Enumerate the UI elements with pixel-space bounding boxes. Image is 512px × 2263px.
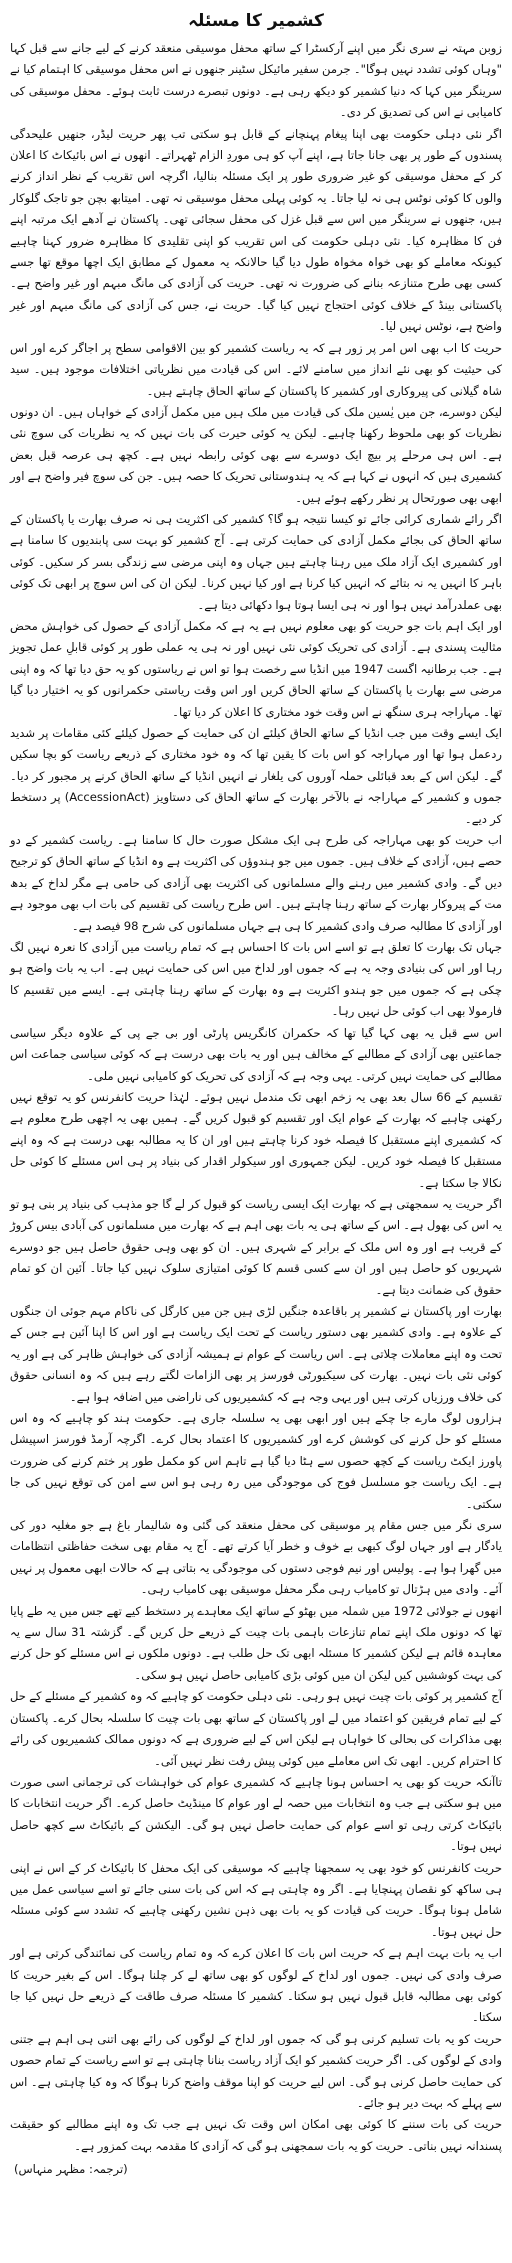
article-paragraph: جہاں تک بھارت کا تعلق ہے تو اسے اس بات کا احساس ہے کہ تمام ریاست میں آزادی کا نعرہ نہیں لگ رہا اور اس کی بنیادی وجہ یہ ہے کہ جموں اور لداخ میں اس کی حمایت نہیں ہے۔ اب یہ بات واضح ہو چکی ہے کہ جموں میں جو ہندو اکثریت ہے وہ بھارت کے ساتھ رہنا چاہتی ہے۔ ایسے میں تقسیم کا فارمولا بھی اب کوئی حل نہیں رہا۔ — [10, 940, 502, 1019]
article-paragraph: سری نگر میں جس مقام پر موسیقی کی محفل منعقد کی گئی وہ شالیمار باغ ہے جو مغلیہ دور کی یادگار ہے اور جہاں لوگ کبھی بے خوف و خطر آیا کرتے تھے۔ آج یہ مقام بھی سخت حفاظتی انتظامات میں گھرا ہوا ہے۔ پولیس اور نیم فوجی دستوں کی موجودگی یہ بتاتی ہے کہ حالات ابھی معمول پر نہیں آئے۔ وادی میں ہڑتال تو کامیاب رہی مگر محفل موسیقی بھی کامیاب رہی۔ — [10, 1518, 502, 1597]
article-paragraph: ایک ایسے وقت میں جب انڈیا کے ساتھ الحاق کیلئے ان کی حمایت کے حصول کیلئے کئی مقامات پر شدید ردعمل ہوا تھا اور مہاراجہ کو اس بات کا یقین تھا کہ وہ خود مختاری کے ذریعے ریاست کو بچا سکیں گے۔ لیکن اس کے بعد قبائلی حملہ آوروں کی یلغار نے انہیں انڈیا کے ساتھ الحاق کرنے پر مجبور کر دیا۔ جموں و کشمیر کے مہاراجہ نے بالآخر بھارت کے ساتھ الحاق کی دستاویز (AccessionAct) پر دستخط کر دیے۔ — [10, 726, 502, 826]
article-paragraph: بھارت اور پاکستان نے کشمیر پر باقاعدہ جنگیں لڑی ہیں جن میں کارگل کی ناکام مہم جوئی ان جنگوں کے علاوہ ہے۔ وادی کشمیر بھی دستور ریاست کے تحت ایک ریاست ہے اور اس کا اپنا آئین ہے جس کے تحت وہ اپنے معاملات چلاتی ہے۔ اس ریاست کے عوام نے ہمیشہ آزادی کی خواہش ظاہر کی ہے اور یہ کوئی نئی بات نہیں۔ بھارت کی سیکیورٹی فورسز پر بھی الزامات لگتے رہے ہیں کہ وہ انسانی حقوق کی خلاف ورزیاں کرتی ہیں اور یہی وجہ ہے کہ کشمیریوں کی ناراضی میں اضافہ ہوا ہے۔ — [10, 1303, 502, 1404]
article-paragraph: تقسیم کے 66 سال بعد بھی یہ زخم ابھی تک مندمل نہیں ہوئے۔ لہٰذا حریت کانفرنس کو یہ توقع نہیں رکھنی چاہیے کہ بھارت کے عوام ایک اور تقسیم کو قبول کریں گے۔ ہمیں بھی یہ اچھی طرح معلوم ہے کہ کشمیری اپنے مستقبل کا فیصلہ خود کرنا چاہتے ہیں اور ان کا یہ مطالبہ بھی درست ہے کہ وہ اپنے مستقبل کا فیصلہ خود کریں۔ لیکن جمہوری اور سیکولر اقدار کی بنیاد پر ہی اس مسئلے کا کوئی حل نکالا جا سکتا ہے۔ — [10, 1089, 502, 1190]
article-paragraph: زوبن مہتہ نے سری نگر میں اپنے آرکسٹرا کے ساتھ محفل موسیقی منعقد کرنے کے لیے جانے سے قبل کہا "وہاں کوئی تشدد نہیں ہوگا"۔ جرمن سفیر مائیکل سٹینر جنھوں نے اس محفل موسیقی کا اہتمام کیا نے سرینگر میں کہا کہ دنیا کشمیر کو دیکھ رہی ہے۔ دونوں تبصرے درست ثابت ہوئے۔ محفل موسیقی کی کامیابی نے اس کی تصدیق کر دی۔ — [10, 41, 502, 120]
article-paragraph: انھوں نے جولائی 1972 میں شملہ میں بھٹو کے ساتھ ایک معاہدے پر دستخط کیے تھے جس میں یہ طے پایا تھا کہ دونوں ملک اپنے تمام تنازعات باہمی بات چیت کے ذریعے حل کریں گے۔ گزشتہ 31 سال سے یہ معاہدہ قائم ہے لیکن کشمیر کا مسئلہ ابھی تک حل طلب ہے۔ دونوں ملکوں نے اس مسئلے کو حل کرنے کی بہت کوششیں کیں لیکن ان میں کوئی بڑی کامیابی حاصل نہیں ہو سکی۔ — [10, 1603, 502, 1682]
article-paragraph: لیکن دوسرے، جن میں یٰسین ملک کی قیادت میں ملک ہیں میں مکمل آزادی کے خواہاں ہیں۔ ان دونوں نظریات کو بھی ملحوظ رکھنا چاہیے۔ لیکن یہ کوئی حیرت کی بات نہیں کہ یہ نظریات کی سوچ نئی ہے۔ اس ہی مرحلے پر بیچ ایک دوسرے سے بھی کوئی رابطہ نہیں ہے۔ کچھ ہی عرصہ قبل بعض کشمیری ہیں کہ انہوں نے کہا ہے کہ یہ ہندوستانی تحریک کا حصہ ہیں۔ جن کی سوچ فیر واضح ہے اور ابھی بھی صورتحال پر نظر رکھے ہوئے ہیں۔ — [10, 404, 502, 505]
article-paragraph: اب حریت کو بھی مہاراجہ کی طرح ہی ایک مشکل صورت حال کا سامنا ہے۔ ریاست کشمیر کے دو حصے ہیں، آزادی کے خلاف ہیں۔ جموں میں جو ہندوؤں کی اکثریت ہے وہ انڈیا کے ساتھ الحاق کو ترجیح دیں گے۔ وادی کشمیر میں رہنے والے مسلمانوں کی اکثریت بھی آزادی کی حامی ہے مگر لداخ کے بدھ مت کے پیروکار بھارت کے ساتھ رہنا چاہتے ہیں۔ اس طرح ریاست کی تقسیم کی بات اب بھی موجود ہے اور آزادی کا مطالبہ صرف وادی کشمیر کا ہی ہے جہاں مسلمانوں کی شرح 98 فیصد ہے۔ — [10, 833, 502, 933]
article-paragraph: حریت کو یہ بات تسلیم کرنی ہو گی کہ جموں اور لداخ کے لوگوں کی رائے بھی اتنی ہی اہم ہے جتنی وادی کے لوگوں کی۔ اگر حریت کشمیر کو ایک آزاد ریاست بنانا چاہتی ہے تو اسے ریاست کے تمام حصوں کی حمایت حاصل کرنی ہو گی۔ اس لیے حریت کو اپنا موقف واضح کرنا ہوگا کہ وہ کیا چاہتی ہے۔ اس سے پہلے کہ بہت دیر ہو جائے۔ — [10, 2031, 502, 2110]
article-paragraph: اس سے قبل یہ بھی کہا گیا تھا کہ حکمران کانگریس پارٹی اور بی جے پی کے علاوہ دیگر سیاسی جماعتیں بھی آزادی کے مطالبے کے مخالف ہیں اور یہ بات بھی درست ہے کہ کوئی سیاسی جماعت اس مطالبے کی حمایت نہیں کرتی۔ یہی وجہ ہے کہ آزادی کی تحریک کو کامیابی نہیں ملی۔ — [10, 1025, 502, 1083]
translator-credit: (ترجمہ: مظہر منہاس) — [14, 2162, 128, 2177]
article-paragraph: حریت کی بات سننے کا کوئی بھی امکان اس وقت تک نہیں ہے جب تک وہ اپنے مطالبے کو حقیقت پسندانہ نہیں بناتی۔ حریت کو یہ بات سمجھنی ہو گی کہ آزادی کا مقدمہ بہت کمزور ہے۔ — [10, 2117, 502, 2153]
article-paragraph: ہزاروں لوگ مارے جا چکے ہیں اور ابھی بھی یہ سلسلہ جاری ہے۔ حکومت ہند کو چاہیے کہ وہ اس مسئلے کو حل کرنے کی کوشش کرے اور کشمیریوں کا اعتماد بحال کرے۔ اگرچہ آرمڈ فورسز اسپیشل پاورز ایکٹ ریاست کے کچھ حصوں سے ہٹا دیا گیا ہے تاہم اس کو مکمل طور پر ختم کرنے کی ضرورت ہے۔ ایک ریاست جو مسلسل فوج کی موجودگی میں رہ رہی ہو اس سے امن کی توقع نہیں کی جا سکتی۔ — [10, 1411, 502, 1511]
article-paragraph: اب یہ بات بہت اہم ہے کہ حریت اس بات کا اعلان کرے کہ وہ تمام ریاست کی نمائندگی کرتی ہے اور صرف وادی کی نہیں۔ جموں اور لداخ کے لوگوں کو بھی ساتھ لے کر چلنا ہوگا۔ اس کے بغیر حریت کا کوئی بھی مطالبہ قابل قبول نہیں ہو سکتا۔ کشمیر کا مسئلہ صرف طاقت کے ذریعے حل نہیں کیا جا سکتا۔ — [10, 1946, 502, 2025]
article-paragraph: آج کشمیر پر کوئی بات چیت نہیں ہو رہی۔ نئی دہلی حکومت کو چاہیے کہ وہ کشمیر کے مسئلے کے حل کے لیے تمام فریقین کو اعتماد میں لے اور پاکستان کے ساتھ بھی بات چیت کا سلسلہ بحال کرے۔ پاکستان بھی مذاکرات کی بحالی کا خواہاں ہے لیکن اس کے لیے ضروری ہے کہ دونوں ممالک کشمیریوں کی رائے کا احترام کریں۔ ابھی تک اس معاملے میں کوئی پیش رفت نظر نہیں آئی۔ — [10, 1689, 502, 1768]
article-paragraph: تاآنکہ حریت کو بھی یہ احساس ہونا چاہیے کہ کشمیری عوام کی خواہشات کی ترجمانی اسی صورت میں ہو سکتی ہے جب وہ انتخابات میں حصہ لے اور عوام کا مینڈیٹ حاصل کرے۔ اگر حریت انتخابات کا بائیکاٹ کرتی رہی تو اسے عوام کی حمایت حاصل نہیں ہو گی۔ الیکشن کے بائیکاٹ سے کچھ حاصل نہیں ہوتا۔ — [10, 1774, 502, 1854]
article-paragraph: حریت کا اب بھی اس امر پر زور ہے کہ یہ ریاست کشمیر کو بین الاقوامی سطح پر اجاگر کرے اور اس کی حیثیت کو بھی نئے انداز میں سامنے لائے۔ اس کی قیادت میں نظریاتی اختلافات موجود ہیں۔ سید شاہ گیلانی کی پیروکاری اور کشمیر کا پاکستان کے ساتھ الحاق چاہتے ہیں۔ — [10, 340, 502, 398]
article-paragraph: حریت کانفرنس کو خود بھی یہ سمجھنا چاہیے کہ موسیقی کی ایک محفل کا بائیکاٹ کر کے اس نے اپنی ہی ساکھ کو نقصان پہنچایا ہے۔ اگر وہ چاہتی ہے کہ اس کی بات سنی جائے تو اسے سیاسی عمل میں شامل ہونا ہوگا۔ حریت کی قیادت کو یہ بات بھی ذہن نشین رکھنی چاہیے کہ تشدد سے کوئی مسئلہ حل نہیں ہوتا۔ — [10, 1860, 502, 1939]
article-paragraph: اگر نئی دہلی حکومت بھی اپنا پیغام پہنچانے کے قابل ہو سکتی تب پھر حریت لیڈر، جنھیں علیحدگی پسندوں کے طور پر بھی جانا جاتا ہے، اپنے آپ کو ہی موردِ الزام ٹھہراتے۔ انھوں نے اس بائیکاٹ کا اعلان کر کے محفل موسیقی کو غیر ضروری طور پر ایک مسئلہ بنالیا، اگرچہ اس تقریب کے نظر انداز کرنے والوں کا کوئی نوٹس ہی نہ لیا جاتا۔ یہ کوئی پہلی محفل موسیقی نہ تھی۔ امیتابھ بچن جو تاجک گلوکار ہیں، جنھوں نے سرینگر میں اس سے قبل غزل کی محفل سجائی تھی۔ پاکستان نے آدھے ایک مرتبہ اپنے فن کا مظاہرہ کیا۔ نئی دہلی حکومت کی اس تقریب کو اپنی تقلیدی کا مظاہرہ ضرور کہنا چاہیے کیونکہ معاملے کو بھی خواہ مخواہ طول دیا گیا حالانکہ یہ معمول کے مطابق ایک اچھا موقع تھا جسے کسی بھی طرح متنازعہ بنانے کی ضرورت نہ تھی۔ حریت کی آزادی کی مانگ مبہم اور غیر واضح ہے۔ پاکستانی بینڈ کے خلاف کوئی احتجاج نہیں کیا گیا۔ حریت نے، جس کی آزادی کی مانگ مبہم اور غیر واضح ہے، نوٹس نہیں لیا۔ — [10, 126, 502, 334]
article-paragraph: اگر رائے شماری کرائی جائے تو کیسا نتیجہ ہو گا؟ کشمیر کی اکثریت ہی نہ صرف بھارت یا پاکستان کے ساتھ الحاق کی بجائے مکمل آزادی کی حمایت کرتی ہے۔ آج کشمیر کو بہت سی پابندیوں کا سامنا ہے اور کشمیری ایک آزاد ملک میں رہنا چاہتے ہیں جہاں وہ اپنی مرضی سے زندگی بسر کر سکیں۔ کوئی باہر کا انہیں یہ نہ بتائے کہ انہیں کیا کرنا ہے اور کیا نہیں کرنا۔ لیکن ان کی اس سوچ پر ابھی تک کوئی بھی عملدرآمد نہیں ہوا اور نہ ہی ایسا ہوتا ہوا دکھائی دیتا ہے۔ — [10, 511, 502, 612]
article-paragraph: اور ایک اہم بات جو حریت کو بھی معلوم نہیں ہے یہ ہے کہ مکمل آزادی کے حصول کی خواہش محض مثالیت پسندی ہے۔ آزادی کی تحریک کوئی نئی نہیں اور نہ ہی یہ عملی طور پر کوئی قابلِ عمل تجویز ہے۔ جب برطانیہ اگست 1947 میں انڈیا سے رخصت ہوا تو اس نے ریاستوں کو یہ حق دیا تھا کہ وہ اپنی مرضی سے بھارت یا پاکستان کے ساتھ الحاق کریں اور اس وقت ریاستی حکمرانوں کو یہ اختیار دیا گیا تھا۔ مہاراجہ ہری سنگھ نے اس وقت خود مختاری کا اعلان کر دیا تھا۔ — [10, 618, 502, 719]
article-body — [10, 38, 502, 2157]
article-title: کشمیر کا مسئلہ — [188, 11, 324, 31]
article-paragraph: اگر حریت یہ سمجھتی ہے کہ بھارت ایک ایسی ریاست کو قبول کر لے گا جو مذہب کی بنیاد پر بنی ہو تو یہ اس کی بھول ہے۔ اس کے ساتھ ہی یہ بات بھی اہم ہے کہ بھارت میں مسلمانوں کی آبادی بیس کروڑ کے قریب ہے اور وہ اس ملک کے برابر کے شہری ہیں۔ ان کو بھی وہی حقوق حاصل ہیں جو دوسرے شہریوں کو حاصل ہیں اور ان سے کسی قسم کا کوئی امتیازی سلوک نہیں کیا جاتا۔ آئین ان کو تمام حقوق کی ضمانت دیتا ہے۔ — [10, 1196, 502, 1297]
